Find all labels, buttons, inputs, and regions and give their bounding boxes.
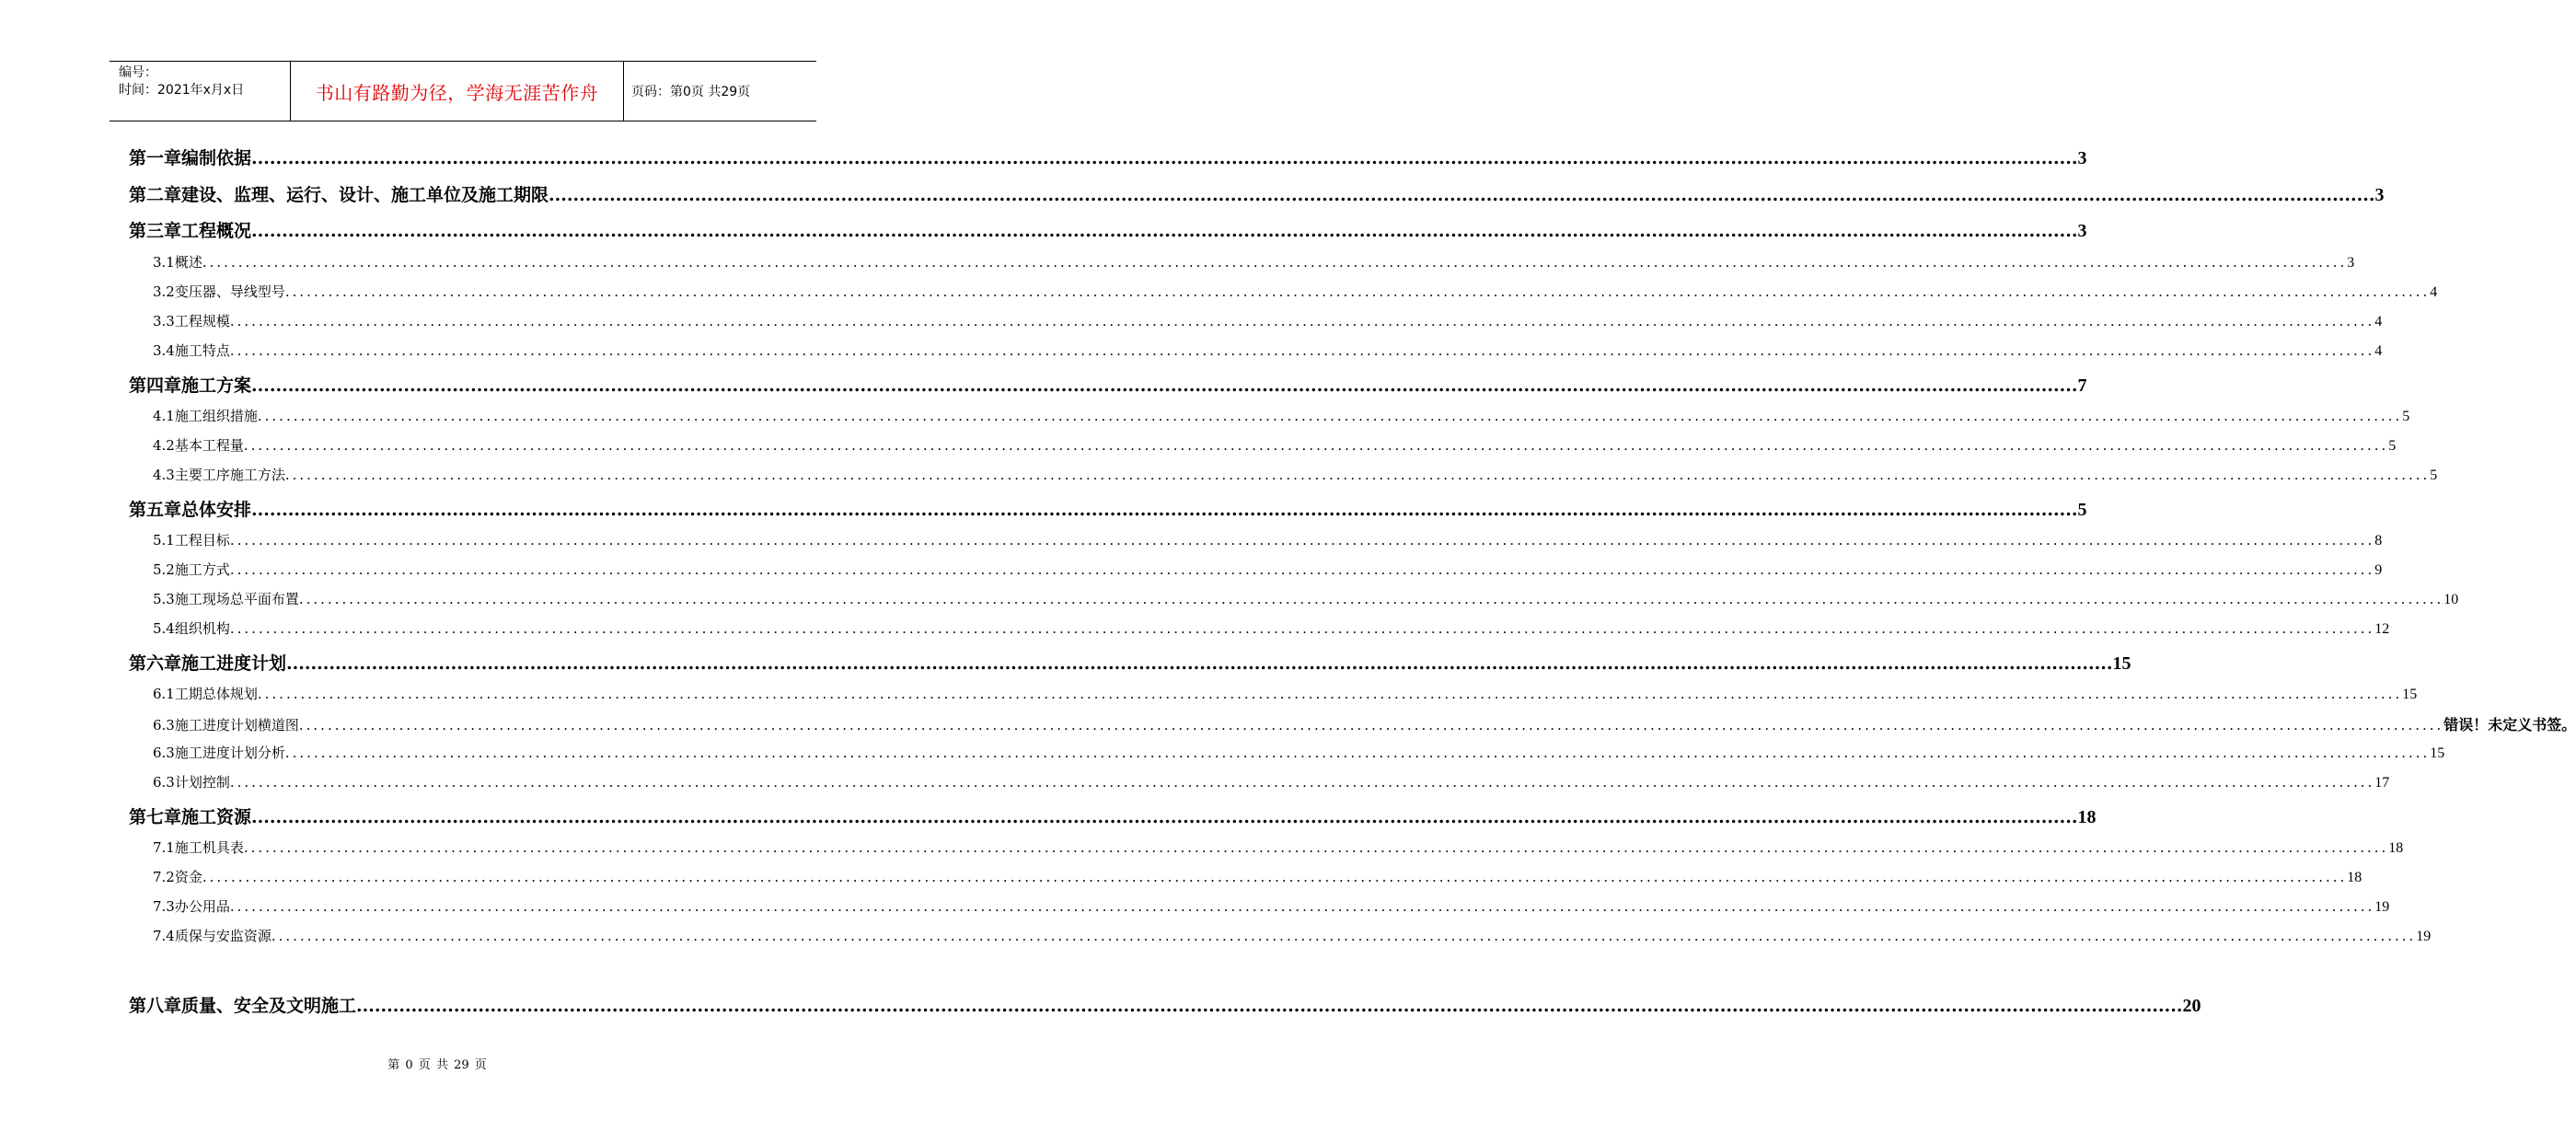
toc-section-entry[interactable] bbox=[153, 282, 2438, 301]
toc-entry-title: 资金 bbox=[174, 869, 202, 885]
header-page-info-cell bbox=[624, 62, 816, 121]
toc-page-number: 4 bbox=[2374, 343, 2383, 359]
toc-entry-title: 施工现场总平面布置 bbox=[174, 591, 299, 607]
toc-entry-number: 第一章 bbox=[129, 148, 182, 168]
toc-entry-title: 工程概况 bbox=[181, 221, 252, 241]
toc-section-entry[interactable] bbox=[153, 406, 2410, 425]
toc-section-entry[interactable] bbox=[153, 713, 2576, 734]
toc-section-entry[interactable] bbox=[153, 743, 2445, 762]
toc-entry-number: 6.3 bbox=[153, 745, 175, 761]
toc-leader-dots: ............................................................................................................................................................................................................................................................................................................ bbox=[229, 313, 2375, 329]
toc-leader-dots: ............................................................................................................................................................................................................................................................................................................ bbox=[229, 532, 2375, 549]
toc-leader-dots: ............................................................................................................................................................................................................................................................................................................ bbox=[202, 254, 2348, 271]
toc-entry-number: 第七章 bbox=[129, 807, 182, 827]
toc-section-entry[interactable] bbox=[153, 435, 2397, 455]
toc-page-number: 15 bbox=[2112, 653, 2131, 674]
toc-entry-number: 3.1 bbox=[153, 254, 175, 271]
toc-entry-number: 7.4 bbox=[153, 928, 175, 944]
toc-leader-dots: ............................................................................................................................................................................................................................................................................................................ bbox=[229, 342, 2375, 359]
toc-entry-title: 编制依据 bbox=[181, 148, 252, 168]
header-meta bbox=[110, 62, 290, 121]
toc-page-number: 18 bbox=[2347, 870, 2362, 885]
toc-entry-number: 6.3 bbox=[153, 717, 175, 733]
toc-entry-title: 质保与安监资源 bbox=[174, 928, 271, 944]
toc-chapter-entry[interactable] bbox=[129, 372, 2087, 397]
toc-entry-number: 5.1 bbox=[153, 532, 175, 549]
toc-entry-title: 施工方式 bbox=[174, 561, 230, 578]
toc-entry-number: 5.2 bbox=[153, 561, 175, 578]
toc-page-number: 4 bbox=[2374, 314, 2383, 329]
toc-leader-dots: ............................................................................................................................................................................................................................................................................................................ bbox=[229, 620, 2375, 637]
toc-entry-number: 第八章 bbox=[129, 996, 182, 1016]
page-footer bbox=[0, 1055, 874, 1072]
toc-entry-number: 7.1 bbox=[153, 839, 175, 856]
toc-section-entry[interactable] bbox=[153, 772, 2390, 791]
toc-leader-dots: ............................................................................................................................................................................................................................................................................................................ bbox=[298, 717, 2444, 733]
toc-bookmark-error: 错误！未定义书签。 bbox=[2443, 718, 2576, 733]
toc-leader-dots: ............................................................................................................................................................................................................................................................................................................ bbox=[229, 774, 2375, 791]
toc-page-number: 5 bbox=[2402, 409, 2410, 424]
header-page-info: 页码：第0页 共29页 bbox=[631, 85, 751, 99]
toc-page-number: 12 bbox=[2374, 621, 2390, 637]
toc-page-number: 8 bbox=[2374, 533, 2383, 549]
footer-page-word: 页 bbox=[418, 1058, 431, 1072]
page-header bbox=[110, 61, 816, 121]
toc-page-number: 19 bbox=[2374, 899, 2390, 915]
toc-entry-title: 施工机具表 bbox=[174, 839, 244, 856]
toc-page-number: 7 bbox=[2077, 375, 2087, 396]
toc-entry-number: 4.2 bbox=[153, 437, 175, 454]
toc-page-number: 4 bbox=[2430, 284, 2438, 300]
toc-leader-dots: ............................................................................................................................................................................................................................................................................................................ bbox=[286, 653, 2113, 674]
toc-leader-dots: ............................................................................................................................................................................................................................................................................................................ bbox=[229, 898, 2375, 915]
toc-entry-title: 施工特点 bbox=[174, 342, 230, 359]
toc-entry-title: 建设、监理、运行、设计、施工单位及施工期限 bbox=[181, 185, 549, 205]
toc-entry-title: 施工进度计划横道图 bbox=[174, 717, 299, 733]
toc-leader-dots: ............................................................................................................................................................................................................................................................................................................ bbox=[251, 375, 2078, 396]
footer-prefix: 第 bbox=[387, 1058, 400, 1072]
toc-entry-title: 主要工序施工方法 bbox=[174, 467, 285, 483]
header-motto-cell bbox=[290, 62, 624, 121]
footer-total-pages: 29 bbox=[454, 1058, 469, 1072]
toc-leader-dots: ............................................................................................................................................................................................................................................................................................................ bbox=[229, 561, 2375, 578]
toc-section-entry[interactable] bbox=[153, 867, 2362, 886]
toc-leader-dots: ............................................................................................................................................................................................................................................................................................................ bbox=[243, 437, 2389, 454]
toc-leader-dots: ............................................................................................................................................................................................................................................................................................................ bbox=[257, 686, 2403, 702]
toc-entry-number: 5.4 bbox=[153, 620, 175, 637]
toc-entry-number: 7.2 bbox=[153, 869, 175, 885]
time-label: 时间：2021年x月x日 bbox=[119, 83, 245, 98]
toc-page-number: 3 bbox=[2374, 185, 2385, 205]
toc-entry-number: 第五章 bbox=[129, 500, 182, 520]
toc-entry-title: 计划控制 bbox=[174, 774, 230, 791]
toc-section-entry[interactable] bbox=[153, 896, 2390, 916]
toc-section-entry[interactable] bbox=[153, 589, 2459, 608]
toc-entry-title: 工程目标 bbox=[174, 532, 230, 549]
toc-section-entry[interactable] bbox=[153, 311, 2383, 330]
toc-section-entry[interactable] bbox=[153, 618, 2390, 638]
footer-total-word: 共 bbox=[435, 1058, 448, 1072]
toc-page-number: 3 bbox=[2077, 221, 2087, 241]
toc-entry-number: 第二章 bbox=[129, 185, 182, 205]
toc-entry-number: 7.3 bbox=[153, 898, 175, 915]
toc-page-number: 18 bbox=[2077, 807, 2097, 827]
toc-page-number: 3 bbox=[2347, 255, 2355, 271]
toc-entry-number: 第三章 bbox=[129, 221, 182, 241]
toc-leader-dots: ............................................................................................................................................................................................................................................................................................................ bbox=[251, 807, 2078, 827]
toc-leader-dots: ............................................................................................................................................................................................................................................................................................................ bbox=[298, 591, 2444, 607]
toc-entry-title: 基本工程量 bbox=[174, 437, 244, 454]
toc-entry-title: 施工进度计划 bbox=[181, 653, 287, 674]
toc-chapter-entry[interactable] bbox=[129, 496, 2087, 521]
header-motto: 书山有路勤为径，学海无涯苦作舟 bbox=[315, 81, 599, 104]
toc-entry-number: 3.3 bbox=[153, 313, 175, 329]
toc-entry-number: 4.3 bbox=[153, 467, 175, 483]
toc-entry-number: 4.1 bbox=[153, 408, 175, 424]
toc-entry-title: 施工资源 bbox=[181, 807, 252, 827]
toc-chapter-entry[interactable] bbox=[129, 217, 2087, 242]
toc-leader-dots: ............................................................................................................................................................................................................................................................................................................ bbox=[257, 408, 2403, 424]
toc-leader-dots: ............................................................................................................................................................................................................................................................................................................ bbox=[284, 467, 2431, 483]
toc-entry-number: 6.3 bbox=[153, 774, 175, 791]
toc-leader-dots: ............................................................................................................................................................................................................................................................................................................ bbox=[356, 996, 2183, 1016]
toc-entry-title: 办公用品 bbox=[174, 898, 230, 915]
toc-chapter-entry[interactable] bbox=[129, 144, 2087, 169]
toc-leader-dots: ............................................................................................................................................................................................................................................................................................................ bbox=[251, 148, 2078, 168]
toc-section-entry[interactable] bbox=[153, 341, 2383, 360]
toc-entry-title: 总体安排 bbox=[181, 500, 252, 520]
toc-entry-title: 施工组织措施 bbox=[174, 408, 258, 424]
toc-chapter-entry[interactable] bbox=[129, 181, 2385, 206]
toc-page-number: 20 bbox=[2182, 996, 2201, 1016]
toc-section-entry[interactable] bbox=[153, 837, 2404, 857]
toc-leader-dots: ............................................................................................................................................................................................................................................................................................................ bbox=[251, 221, 2078, 241]
toc-section-entry[interactable] bbox=[153, 465, 2438, 484]
toc-entry-title: 工期总体规划 bbox=[174, 686, 258, 702]
toc-chapter-entry[interactable] bbox=[129, 992, 2201, 1017]
toc-entry-number: 第六章 bbox=[129, 653, 182, 674]
toc-entry-title: 质量、安全及文明施工 bbox=[181, 996, 357, 1016]
toc-entry-number: 3.2 bbox=[153, 283, 175, 300]
toc-leader-dots: ............................................................................................................................................................................................................................................................................................................ bbox=[284, 745, 2431, 761]
toc-section-entry[interactable] bbox=[153, 530, 2383, 549]
toc-page-number: 15 bbox=[2402, 687, 2418, 702]
toc-section-entry[interactable] bbox=[153, 684, 2418, 703]
toc-page-number: 5 bbox=[2388, 438, 2397, 454]
toc-leader-dots: ............................................................................................................................................................................................................................................................................................................ bbox=[243, 839, 2389, 856]
toc-leader-dots: ............................................................................................................................................................................................................................................................................................................ bbox=[284, 283, 2431, 300]
toc-page-number: 18 bbox=[2388, 840, 2404, 856]
toc-leader-dots: ............................................................................................................................................................................................................................................................................................................ bbox=[549, 185, 2375, 205]
toc-leader-dots: ............................................................................................................................................................................................................................................................................................................ bbox=[251, 500, 2078, 520]
toc-entry-number: 5.3 bbox=[153, 591, 175, 607]
toc-entry-number: 6.1 bbox=[153, 686, 175, 702]
toc-entry-title: 概述 bbox=[174, 254, 202, 271]
toc-entry-title: 施工进度计划分析 bbox=[174, 745, 285, 761]
toc-page-number: 3 bbox=[2077, 148, 2087, 168]
toc-page-number: 5 bbox=[2430, 468, 2438, 483]
footer-current-page: 0 bbox=[405, 1058, 413, 1072]
toc-section-entry[interactable] bbox=[153, 560, 2383, 579]
toc-page-number: 10 bbox=[2443, 592, 2459, 607]
footer-page-word-2: 页 bbox=[474, 1058, 487, 1072]
toc-page-number: 19 bbox=[2416, 929, 2432, 944]
toc-entry-title: 组织机构 bbox=[174, 620, 230, 637]
toc-section-entry[interactable] bbox=[153, 926, 2432, 945]
code-label: 编号： bbox=[119, 65, 157, 80]
toc-leader-dots: ............................................................................................................................................................................................................................................................................................................ bbox=[202, 869, 2348, 885]
toc-entry-title: 变压器、导线型号 bbox=[174, 283, 285, 300]
toc-chapter-entry[interactable] bbox=[129, 650, 2131, 675]
toc-page-number: 9 bbox=[2374, 562, 2383, 578]
toc-entry-number: 第四章 bbox=[129, 375, 182, 396]
toc-chapter-entry[interactable] bbox=[129, 803, 2097, 828]
toc-page-number: 17 bbox=[2374, 775, 2390, 791]
toc-entry-title: 工程规模 bbox=[174, 313, 230, 329]
toc-entry-number: 3.4 bbox=[153, 342, 175, 359]
toc-section-entry[interactable] bbox=[153, 252, 2355, 271]
toc-leader-dots: ............................................................................................................................................................................................................................................................................................................ bbox=[271, 928, 2417, 944]
toc-entry-title: 施工方案 bbox=[181, 375, 252, 396]
toc-page-number: 15 bbox=[2430, 745, 2445, 761]
toc-page-number: 5 bbox=[2077, 500, 2087, 520]
